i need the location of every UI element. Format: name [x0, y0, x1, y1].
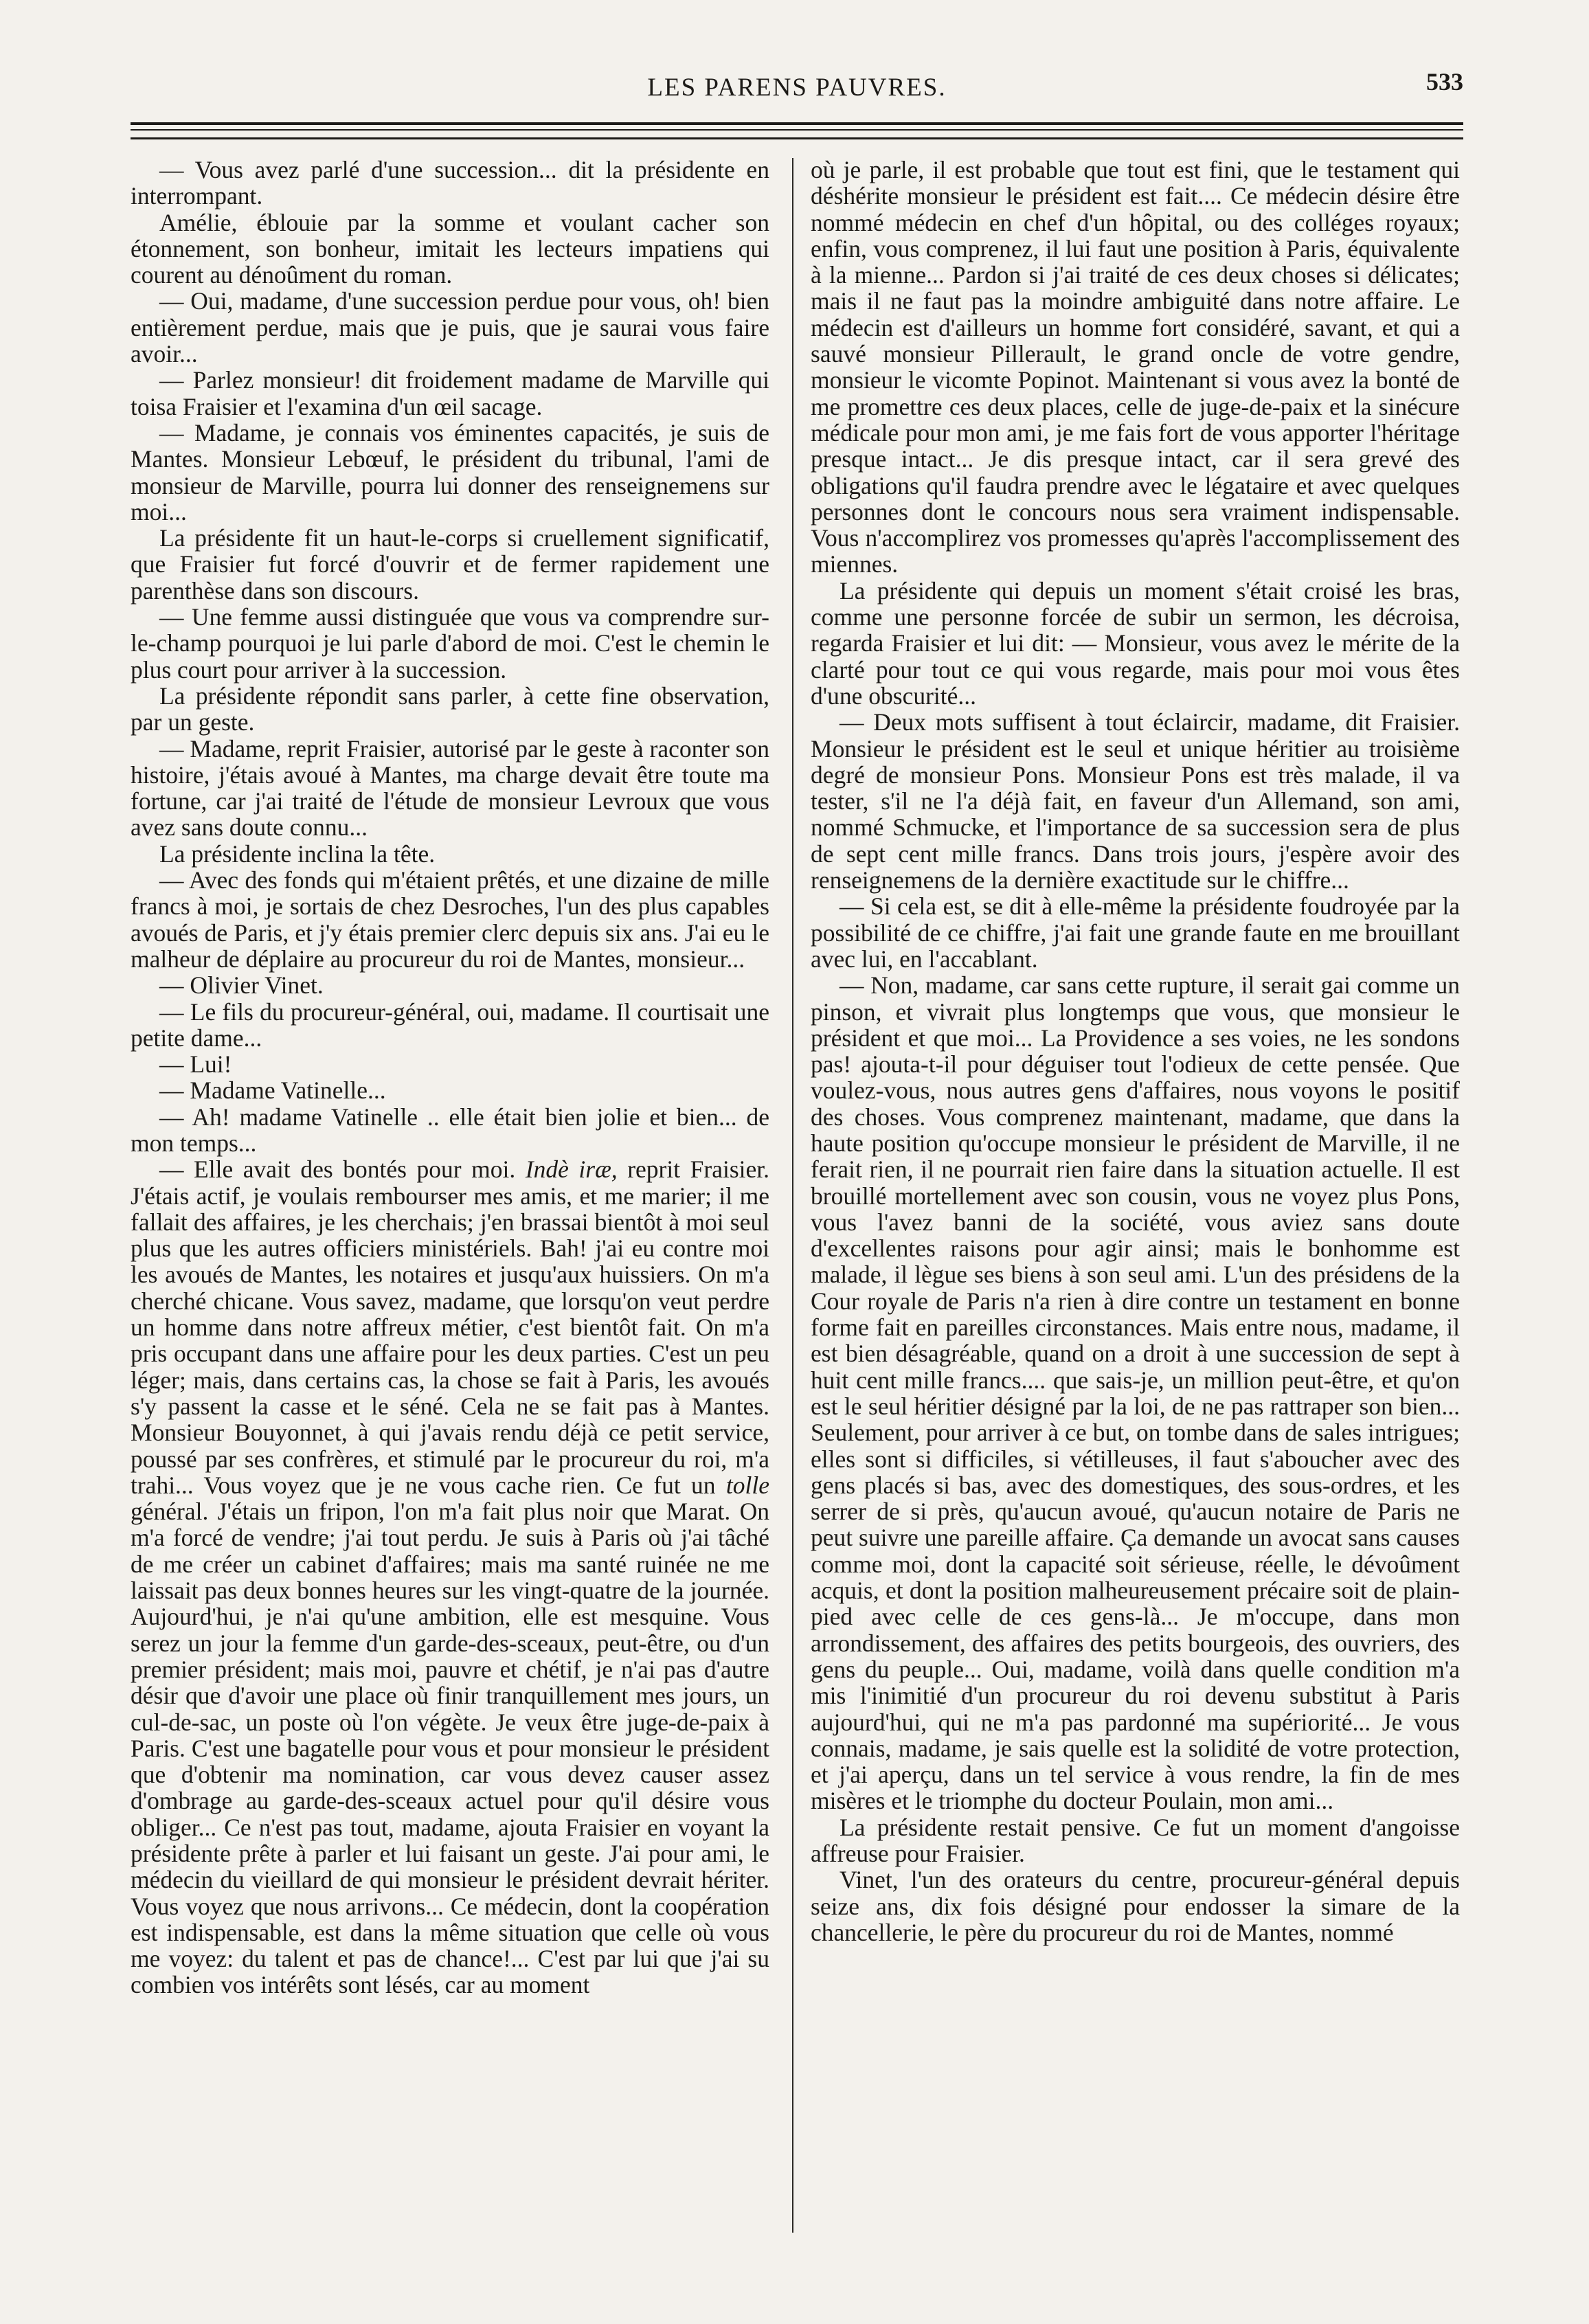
paragraph: — Oui, madame, d'une succession perdue pour vous, oh! bien entièrement perdue, mais que je puis, que je saurai vous faire avoir... — [131, 287, 769, 368]
text-run: — Elle avait des bontés pour moi. — [159, 1155, 526, 1184]
paragraph: — Parlez monsieur! dit froidement madame de Marville qui toisa Fraisier et l'examina d'un œil sacage. — [131, 366, 769, 420]
paragraph: — Lui! — [159, 1050, 232, 1079]
paragraph: — Non, madame, car sans cette rupture, il serait gai comme un pinson, et vivrait plus longtemps que vous, que monsieur le président et que moi... La Providence a ses voies, ne les sondons pas! ajouta-t-il pour déguiser tout l'odieux de cette pensée. Que voulez-vous, nous autres gens d'affaires, nous voyons le positif des choses. Vous comprenez maintenant, madame, que dans la haute position qu'occupe monsieur le président de Marville, il ne ferait rien, il ne pourrait rien faire dans la situation actuelle. Il est brouillé mortellement avec son cousin, vous ne voyez plus Pons, vous l'avez banni de la société, vous aviez sans doute d'excellentes raisons pour agir ainsi; mais le bonhomme est malade, il lègue ses biens à son seul ami. L'un des présidens de la Cour royale de Paris n'a rien à dire contre un testament en bonne forme fait en pareilles circonstances. Mais entre nous, madame, il est bien désagréable, quand on a droit à une succession de sept à huit cent mille francs.... que sais-je, un million peut-être, et qu'on est le seul héritier désigné par la loi, de ne pas rattraper son bien... Seulement, pour arriver à ce but, on tombe dans de sales intrigues; elles sont si difficiles, si vétilleuses, il faut s'aboucher avec des gens placés si bas, avec des domestiques, des sous-ordres, et les serrer de si près, qu'aucun avoué, qu'aucun notaire de Paris ne peut suivre une pareille affaire. Ça demande un avocat sans causes comme moi, dont la capacité soit sérieuse, réelle, le dévoûment acquis, et dont la position malheureusement précaire soit de plain-pied avec celle de ces gens-là... Je m'occupe, dans mon arrondissement, des affaires des petits bourgeois, des ouvriers, des gens du peuple... Oui, madame, voilà dans quelle condition m'a mis l'inimitié d'un procureur du roi devenu substitut à Paris aujourd'hui, qui ne m'a pas pardonné ma supériorité... Je vous connais, madame, je sais quelle est la solidité de votre protection, et j'ai aperçu, dans un tel service à vous rendre, la fin de mes misères et le triomphe du docteur Poulain, mon ami... — [811, 971, 1460, 1815]
paragraph — [131, 1156, 769, 1998]
left-column — [131, 157, 769, 1998]
paragraph: — Avec des fonds qui m'étaient prêtés, et une dizaine de mille francs à moi, je sortais de chez Desroches, l'un des plus capables avoués de Paris, et j'y étais premier clerc depuis six ans. J'ai eu le malheur de déplaire au procureur du roi de Mantes, monsieur... — [131, 866, 769, 973]
paragraph: Amélie, éblouie par la somme et voulant cacher son étonnement, son bonheur, imitait les lecteurs impatiens qui courent au dénoûment du roman. — [131, 208, 769, 289]
paragraph: — Si cela est, se dit à elle-même la présidente foudroyée par la possibilité de ce chiffre, j'ai fait une grande faute en me brouillant avec lui, en l'accablant. — [811, 892, 1460, 973]
page-header — [131, 67, 1463, 115]
running-title: LES PARENS PAUVRES. — [647, 74, 947, 102]
column-divider — [792, 158, 793, 2233]
header-rule — [131, 129, 1463, 131]
paragraph: — Une femme aussi distinguée que vous va comprendre sur-le-champ pourquoi je lui parle d'abord de moi. C'est le chemin le plus court pour arriver à la succession. — [131, 603, 769, 684]
page-number: 533 — [1426, 68, 1463, 95]
paragraph: — Ah! madame Vatinelle .. elle était bien jolie et bien... de mon temps... — [131, 1103, 769, 1157]
paragraph: — Deux mots suffisent à tout éclaircir, madame, dit Fraisier. Monsieur le président est le seul et unique héritier au troisième degré de monsieur Pons. Monsieur Pons est très malade, il va tester, s'il ne l'a déjà fait, en faveur d'un Allemand, son ami, nommé Schmucke, et l'importance de sa succession sera de plus de sept cent mille francs. Dans trois jours, j'espère avoir des renseignemens de la dernière exactitude sur le chiffre... — [811, 708, 1460, 894]
paragraph: Vinet, l'un des orateurs du centre, procureur-général depuis seize ans, dix fois désigné pour endosser la simare de la chancellerie, le père du procureur du roi de Mantes, nommé — [811, 1866, 1460, 1946]
latin-phrase: tolle — [725, 1471, 769, 1499]
text-run: général. J'étais un fripon, l'on m'a fait plus noir que Marat. On m'a forcé de vendre; j'ai tout perdu. Je suis à Paris où j'ai tâché de me créer un cabinet d'affaires; mais ma santé ruinée ne me laissait pas deux bonnes heures sur les vingt-quatre de la journée. Aujourd'hui, je n'ai qu'une ambition, elle est mesquine. Vous serez un jour la femme d'un garde-des-sceaux, peut-être, ou d'un premier président; mais moi, pauvre et chétif, je n'ai pas d'autre désir que d'avoir une place où finir tranquillement mes jours, un cul-de-sac, un poste où l'on végète. Je veux être juge-de-paix à Paris. C'est une bagatelle pour vous et pour monsieur le président que d'obtenir ma nomination, car vous devez causer assez d'ombrage au garde-des-sceaux actuel pour qu'il désire vous obliger... Ce n'est pas tout, madame, ajouta Fraisier en voyant la présidente prête à parler et lui faisant un geste. J'ai pour ami, le médecin du vieillard de qui monsieur le président devrait hériter. Vous voyez que nous arrivons... Ce médecin, dont la coopération est indispensable, est dans la même situation que celle où vous me voyez: du talent et pas de chance!... C'est par lui que j'ai su combien vos intérêts sont lésés, car au moment — [131, 1498, 769, 1999]
paragraph: — Vous avez parlé d'une succession... dit la présidente en interrompant. — [131, 156, 769, 210]
paragraph: — Olivier Vinet. — [159, 971, 324, 1000]
latin-phrase: Indè iræ, — [525, 1155, 618, 1184]
header-rule — [131, 137, 1463, 139]
paragraph: La présidente qui depuis un moment s'était croisé les bras, comme une personne forcée de subir un sermon, les décroisa, regarda Fraisier et lui dit: — Monsieur, vous avez le mérite de la clarté pour tout ce qui vous regarde, mais pour moi vous êtes d'une obscurité... — [811, 576, 1460, 710]
paragraph: La présidente restait pensive. Ce fut un moment d'angoisse affreuse pour Fraisier. — [811, 1813, 1460, 1867]
paragraph: La présidente répondit sans parler, à cette fine observation, par un geste. — [131, 681, 769, 736]
paragraph: — Madame, je connais vos éminentes capacités, je suis de Mantes. Monsieur Lebœuf, le président du tribunal, l'ami de monsieur de Marville, pourra lui donner des renseignemens sur moi... — [131, 418, 769, 526]
paragraph: — Le fils du procureur-général, oui, madame. Il courtisait une petite dame... — [131, 997, 769, 1052]
header-rule — [131, 122, 1463, 125]
text-run: reprit Fraisier. J'étais actif, je voulais rembourser mes amis, et me marier; il me fallait des affaires, je les cherchais; j'en brassai bientôt à moi seul plus que les autres officiers ministériels. Bah! j'ai eu contre moi les avoués de Mantes, les notaires et jusqu'aux huissiers. On m'a cherché chicane. Vous savez, madame, que lorsqu'on veut perdre un homme dans notre affreux métier, c'est bientôt fait. On m'a pris occupant dans une affaire pour les deux parties. C'est un peu léger; mais, dans certains cas, la chose se fait à Paris, les avoués s'y passent la casse et le séné. Cela ne se fait pas à Mantes. Monsieur Bouyonnet, à qui j'avais rendu déjà ce petit service, poussé par ses confrères, et stimulé par le procureur du roi, m'a trahi... Vous voyez que je ne vous cache rien. Ce fut un — [131, 1155, 769, 1499]
paragraph: — Madame, reprit Fraisier, autorisé par le geste à raconter son histoire, j'étais avoué à Mantes, ma charge devait être toute ma fortune, car j'ai traité de l'étude de monsieur Levroux que vous avez sans doute connu... — [131, 734, 769, 842]
paragraph: — Madame Vatinelle... — [159, 1076, 386, 1105]
right-column — [811, 157, 1460, 1945]
paragraph: La présidente inclina la tête. — [159, 839, 436, 868]
paragraph-continued: où je parle, il est probable que tout est fini, que le testament qui déshérite monsieur le président est fait.... Ce médecin désire être nommé médecin en chef d'un hôpital, ou des colléges royaux; enfin, vous comprenez, il lui faut une position à Paris, équivalente à la mienne... Pardon si j'ai traité de ces deux choses si délicates; mais il ne faut pas la moindre ambiguité dans notre affaire. Le médecin est d'ailleurs un homme fort considéré, savant, et qui a sauvé monsieur Pillerault, le grand oncle de votre gendre, monsieur le vicomte Popinot. Maintenant si vous avez la bonté de me promettre ces deux places, celle de juge-de-paix et la sinécure médicale pour mon ami, je me fais fort de vous apporter l'héritage presque intact... Je dis presque intact, car il sera grevé des obligations qu'il faudra prendre avec le légataire et avec quelques personnes dont le concours nous sera vraiment indispensable. Vous n'accomplirez vos promesses qu'après l'accomplissement des miennes. — [811, 156, 1460, 578]
paragraph: La présidente fit un haut-le-corps si cruellement significatif, que Fraisier fut forcé d'ouvrir et de fermer rapidement une parenthèse dans son discours. — [131, 524, 769, 605]
